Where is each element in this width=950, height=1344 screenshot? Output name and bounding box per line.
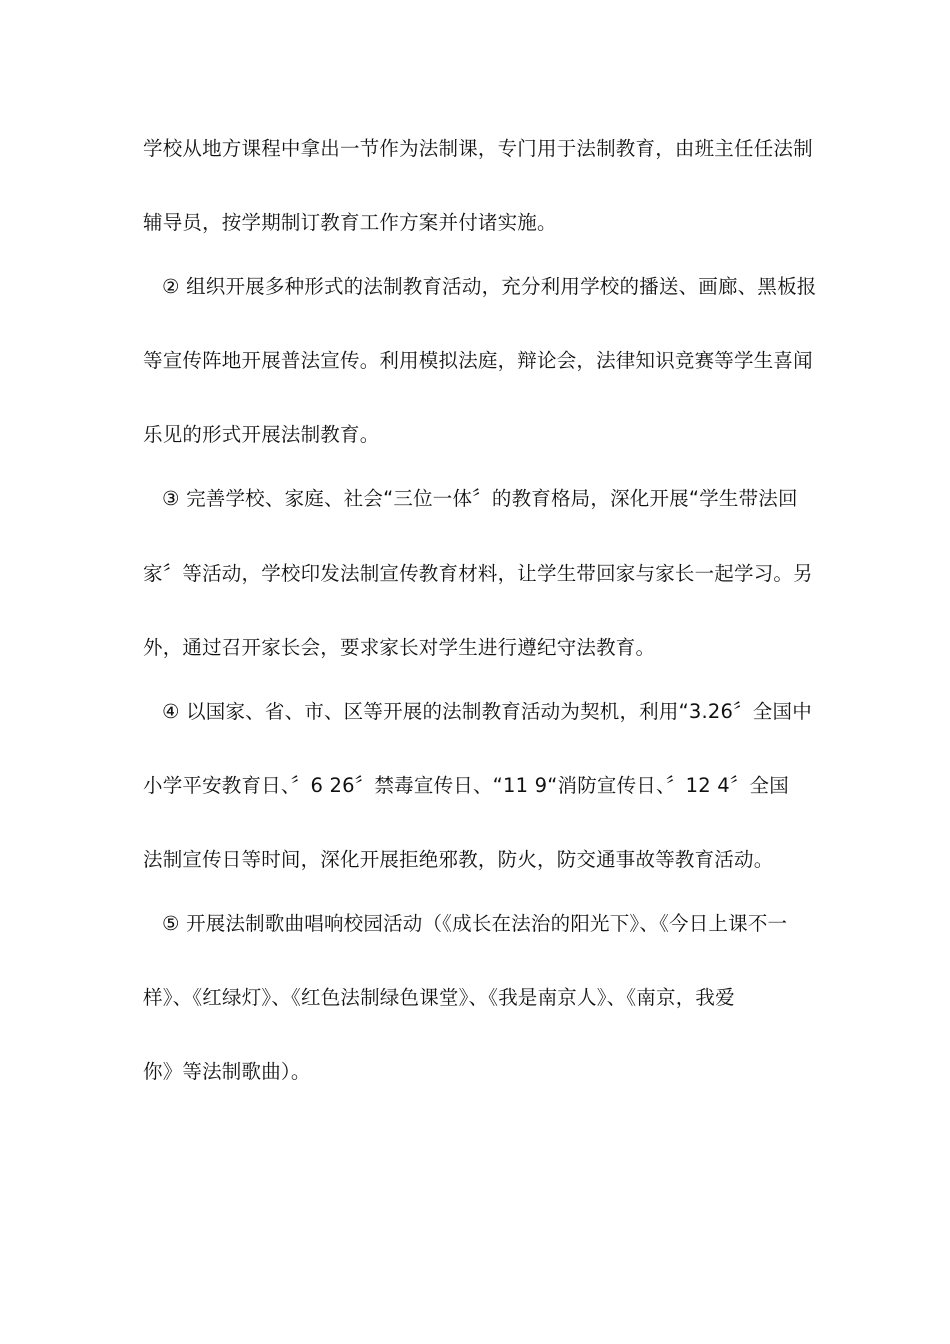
text-line-8: 外，通过召开家长会，要求家长对学生进行遵纪守法教育。 — [143, 636, 656, 659]
text-line-5: 乐见的形式开展法制教育。 — [143, 423, 380, 446]
text-line-1: 学校从地方课程中拿出一节作为法制课，专门用于法制教育，由班主任任法制 — [143, 137, 813, 160]
text-line-13: 样》、《红绿灯》、《红色法制绿色课堂》、《我是南京人》、《南京，我爱 — [143, 986, 735, 1009]
text-line-2: 辅导员，按学期制订教育工作方案并付诸实施。 — [143, 211, 557, 234]
paragraph-3-line-1: ③ 完善学校、家庭、社会“三位一体〞的教育格局，深化开展“学生带法回 — [162, 487, 798, 510]
text-line-7: 家〞等活动，学校印发法制宣传教育材料，让学生带回家与家长一起学习。另 — [143, 562, 813, 585]
paragraph-5-line-1: ⑤ 开展法制歌曲唱响校园活动（《成长在法治的阳光下》、《今日上课不一 — [162, 912, 788, 935]
text-line-4: 等宣传阵地开展普法宣传。利用模拟法庭，辩论会，法律知识竞赛等学生喜闻 — [143, 349, 813, 372]
text-line-10: 小学平安教育日、〞6 26〞禁毒宣传日、“11 9“消防宣传日、〞12 4〞全国 — [143, 774, 789, 797]
paragraph-2-line-1: ② 组织开展多种形式的法制教育活动，充分利用学校的播送、画廊、黑板报 — [162, 275, 817, 298]
text-line-14: 你》等法制歌曲）。 — [143, 1060, 311, 1083]
text-line-11: 法制宣传日等时间，深化开展拒绝邪教，防火，防交通事故等教育活动。 — [143, 848, 774, 871]
paragraph-4-line-1: ④ 以国家、省、市、区等开展的法制教育活动为契机，利用“3.26〞全国中 — [162, 700, 812, 723]
